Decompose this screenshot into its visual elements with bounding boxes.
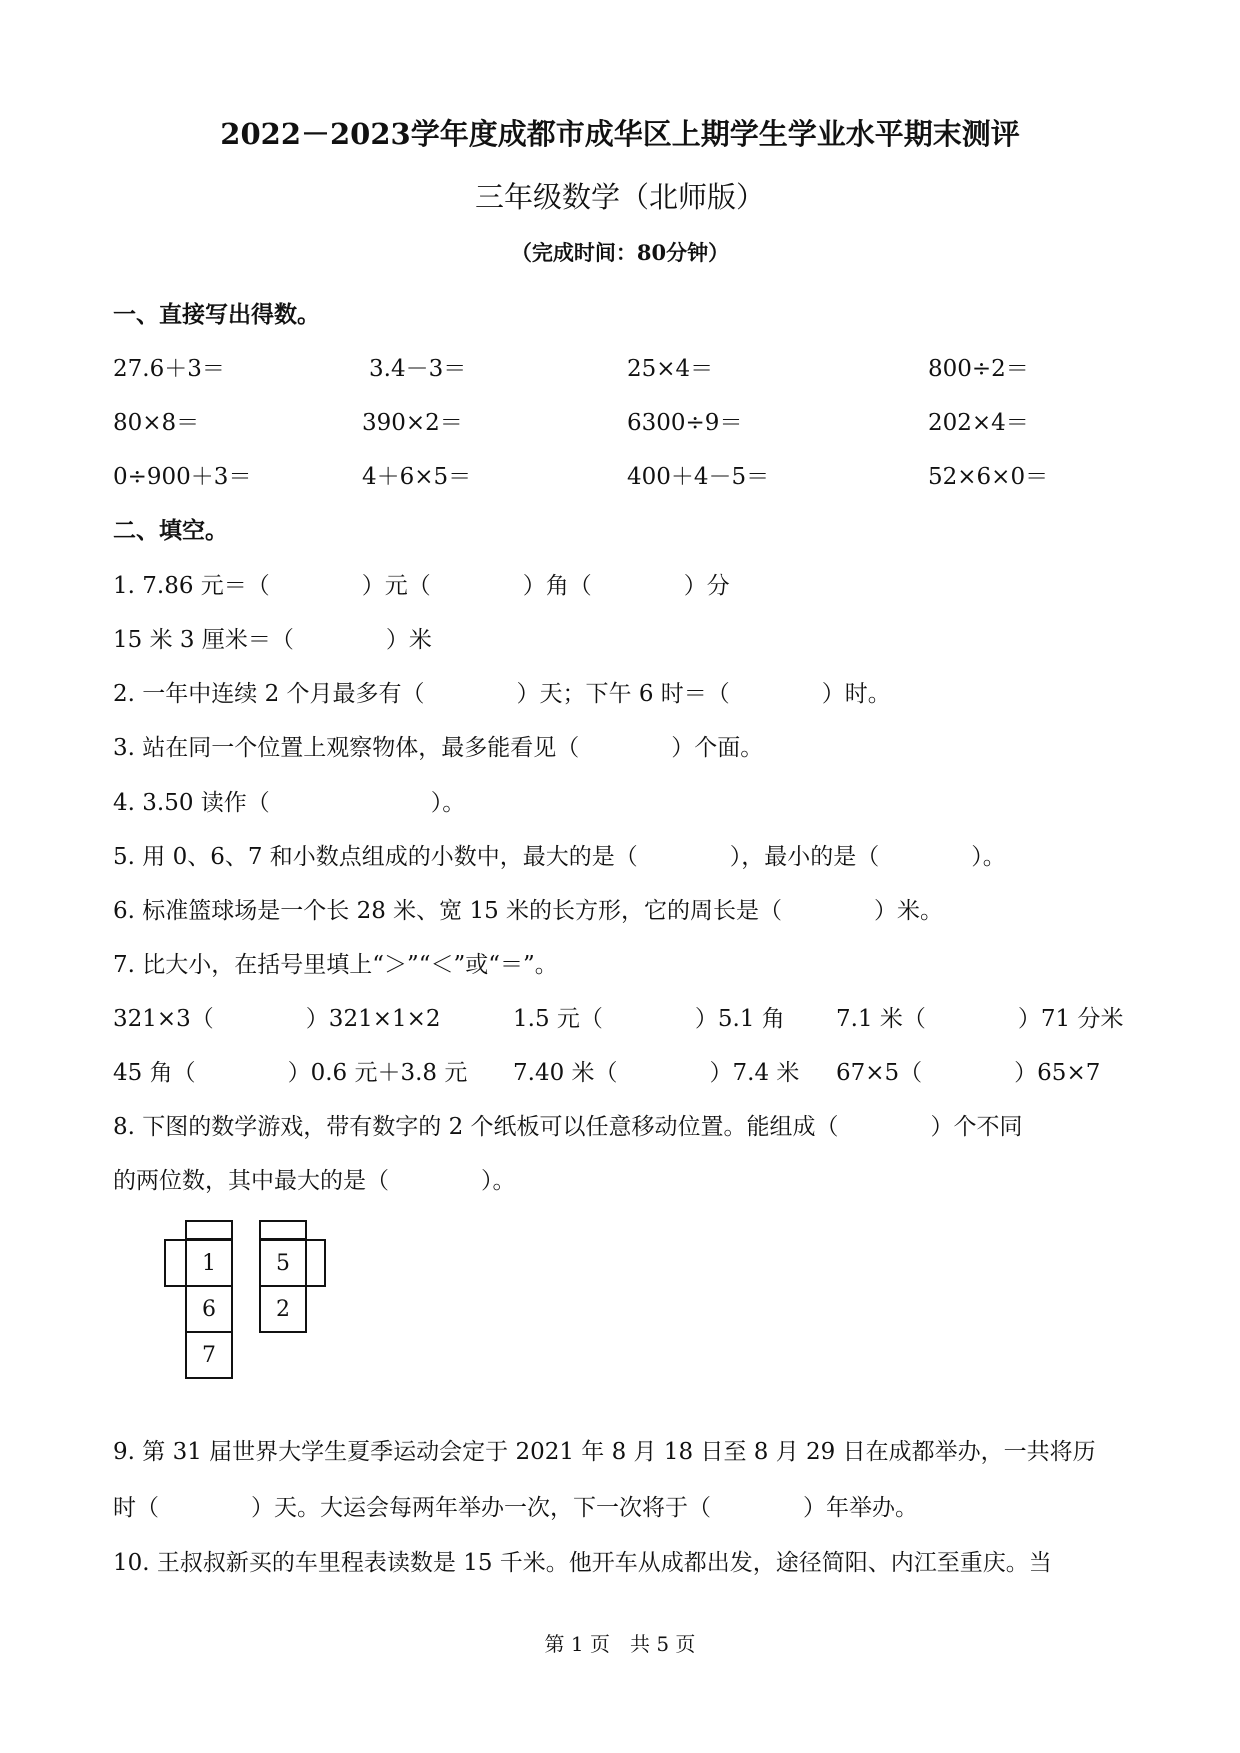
calc-item: 25×4＝ — [627, 356, 714, 382]
calc-item: 390×2＝ — [362, 410, 463, 436]
calc-item: 202×4＝ — [928, 410, 1029, 436]
top-flap — [259, 1220, 307, 1240]
calc-item: 80×8＝ — [113, 410, 200, 436]
question-6: 6. 标准篮球场是一个长 28 米、宽 15 米的长方形，它的周长是（ ）米。 — [113, 898, 944, 924]
question-1a: 1. 7.86 元＝（ ）元（ ）角（ ）分 — [113, 573, 730, 599]
question-8a: 8. 下图的数学游戏，带有数字的 2 个纸板可以任意移动位置。能组成（ ）个不同 — [113, 1114, 1023, 1140]
question-9a: 9. 第 31 届世界大学生夏季运动会定于 2021 年 8 月 18 日至 8 月 29 日在成都举办，一共将历 — [113, 1439, 1096, 1465]
tile-2 — [259, 1285, 307, 1333]
top-flap — [185, 1220, 233, 1240]
calc-item: 52×6×0＝ — [928, 464, 1049, 490]
side-flap — [305, 1239, 326, 1287]
page-footer: 第 1 页 共 5 页 — [544, 1632, 696, 1656]
section-2-heading: 二、填空。 — [113, 517, 228, 544]
question-3: 3. 站在同一个位置上观察物体，最多能看见（ ）个面。 — [113, 735, 764, 761]
question-10: 10. 王叔叔新买的车里程表读数是 15 千米。他开车从成都出发，途径简阳、内江至重庆。当 — [113, 1550, 1052, 1576]
question-1b: 15 米 3 厘米＝（ ）米 — [113, 627, 432, 653]
tile-number: 2 — [276, 1297, 290, 1322]
compare-item: 7.1 米（ ）71 分米 — [836, 1006, 1124, 1032]
tile-7 — [185, 1331, 233, 1379]
question-8b: 的两位数，其中最大的是（ ）。 — [113, 1168, 516, 1194]
tile-1 — [185, 1239, 233, 1287]
question-9b: 时（ ）天。大运会每两年举办一次，下一次将于（ ）年举办。 — [113, 1495, 918, 1521]
tile-6 — [185, 1285, 233, 1333]
calc-item: 27.6＋3＝ — [113, 356, 225, 382]
tile-5 — [259, 1239, 307, 1287]
tile-number: 5 — [276, 1251, 290, 1276]
question-7: 7. 比大小，在括号里填上“＞”“＜”或“＝”。 — [113, 952, 558, 978]
compare-item: 1.5 元（ ）5.1 角 — [513, 1006, 785, 1032]
compare-item: 321×3（ ）321×1×2 — [113, 1006, 441, 1032]
calc-item: 6300÷9＝ — [627, 410, 743, 436]
section-1-heading: 一、直接写出得数。 — [113, 301, 320, 328]
compare-item: 45 角（ ）0.6 元＋3.8 元 — [113, 1060, 468, 1086]
calc-item: 800÷2＝ — [928, 356, 1029, 382]
exam-title: 2022－2023学年度成都市成华区上期学生学业水平期末测评 — [220, 117, 1020, 151]
tile-number: 7 — [202, 1343, 216, 1368]
question-2: 2. 一年中连续 2 个月最多有（ ）天；下午 6 时＝（ ）时。 — [113, 681, 891, 707]
question-5: 5. 用 0、6、7 和小数点组成的小数中，最大的是（ ），最小的是（ ）。 — [113, 844, 1006, 870]
tile-number: 1 — [202, 1251, 216, 1276]
calc-item: 0÷900＋3＝ — [113, 464, 252, 490]
calc-item: 3.4－3＝ — [369, 356, 467, 382]
tile-number: 6 — [202, 1297, 216, 1322]
time-note: （完成时间：80分钟） — [510, 240, 730, 265]
exam-subtitle: 三年级数学（北师版） — [474, 180, 765, 214]
compare-item: 7.40 米（ ）7.4 米 — [513, 1060, 800, 1086]
question-4: 4. 3.50 读作（ ）。 — [113, 790, 466, 816]
calc-item: 400＋4－5＝ — [627, 464, 770, 490]
compare-item: 67×5（ ）65×7 — [836, 1060, 1101, 1086]
calc-item: 4＋6×5＝ — [362, 464, 472, 490]
